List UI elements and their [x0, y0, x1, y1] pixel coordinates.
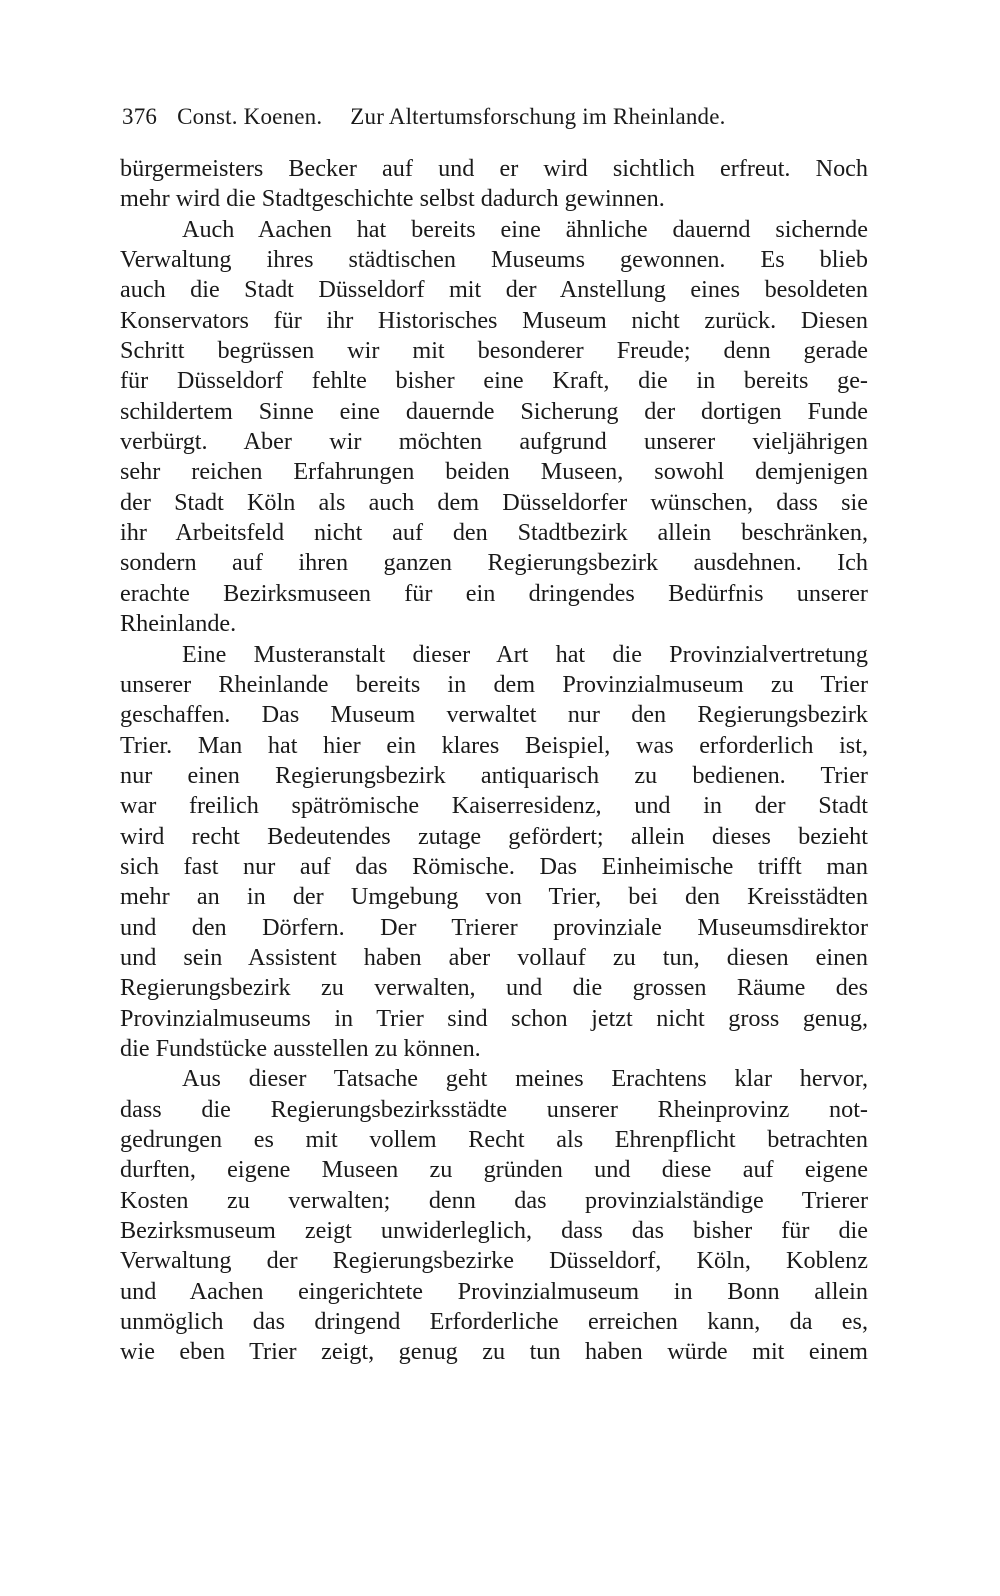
text-line: Auch Aachen hat bereits eine ähnliche dauernd sichernde — [182, 215, 868, 243]
text-line: Schritt begrüssen wir mit besonderer Freude; denn gerade — [120, 337, 868, 365]
text-line: Provinzialmuseums in Trier sind schon jetzt nicht gross genug, — [120, 1004, 868, 1032]
text-line: Aus dieser Tatsache geht meines Erachtens klar hervor, — [182, 1065, 868, 1093]
text-line: sondern auf ihren ganzen Regierungsbezirk ausdehnen. Ich — [120, 549, 868, 577]
text-line: gedrungen es mit vollem Recht als Ehrenpflicht betrachten — [120, 1126, 868, 1153]
text-line: Konservators für ihr Historisches Museum nicht zurück. Diesen — [120, 306, 868, 334]
text-line: Bezirksmuseum zeigt unwiderleglich, dass das bisher für die — [120, 1217, 868, 1245]
running-head-title: Zur Altertumsforschung im Rheinlande. — [350, 104, 726, 129]
text-line: nur einen Regierungsbezirk antiquarisch zu bedienen. Trier — [120, 761, 868, 789]
paragraph-3 — [120, 640, 868, 1065]
text-line: die Fundstücke ausstellen zu können. — [120, 1034, 481, 1062]
text-line: unmöglich das dringend Erforderliche erreichen kann, da es, — [120, 1308, 868, 1336]
text-line: ihr Arbeitsfeld nicht auf den Stadtbezirk allein beschränken, — [120, 519, 868, 547]
text-line: bürgermeisters Becker auf und er wird sichtlich erfreut. Noch — [120, 155, 868, 182]
text-line: Kosten zu verwalten; denn das provinzialständige Trierer — [120, 1186, 868, 1214]
text-line: der Stadt Köln als auch dem Düsseldorfer wünschen, dass sie — [120, 488, 868, 516]
text-line: mehr an in der Umgebung von Trier, bei den Kreisstädten — [120, 883, 868, 911]
running-head — [122, 104, 882, 130]
paragraph-4 — [120, 1064, 868, 1367]
text-line: durften, eigene Museen zu gründen und diese auf eigene — [120, 1156, 868, 1184]
text-line: mehr wird die Stadtgeschichte selbst dadurch gewinnen. — [120, 185, 665, 213]
text-line: für Düsseldorf fehlte bisher eine Kraft, die in bereits ge- — [120, 367, 868, 395]
paragraph-1 — [120, 154, 868, 215]
text-line: und sein Assistent haben aber vollauf zu tun, diesen einen — [120, 943, 868, 971]
text-line: dass die Regierungsbezirksstädte unserer Rheinprovinz not- — [120, 1095, 868, 1123]
text-line: Trier. Man hat hier ein klares Beispiel, was erforderlich ist, — [120, 731, 868, 759]
text-line: wie eben Trier zeigt, genug zu tun haben würde mit einem — [120, 1338, 868, 1366]
text-line: Rheinlande. — [120, 610, 237, 638]
text-line: verbürgt. Aber wir möchten aufgrund unserer vieljährigen — [120, 428, 868, 456]
body-text — [120, 154, 868, 1368]
text-line: schildertem Sinne eine dauernde Sicherung der dortigen Funde — [120, 397, 868, 425]
text-line: auch die Stadt Düsseldorf mit der Anstellung eines besoldeten — [120, 276, 868, 304]
text-line: und den Dörfern. Der Trierer provinziale Museumsdirektor — [120, 913, 868, 941]
running-head-author: Const. Koenen. — [177, 104, 323, 129]
text-line: Eine Musteranstalt dieser Art hat die Provinzialvertretung — [182, 640, 868, 668]
text-line: wird recht Bedeutendes zutage gefördert; allein dieses bezieht — [120, 822, 868, 850]
paragraph-2 — [120, 215, 868, 640]
page-number: 376 — [122, 104, 158, 129]
text-line: Regierungsbezirk zu verwalten, und die grossen Räume des — [120, 974, 868, 1002]
text-line: Verwaltung der Regierungsbezirke Düsseldorf, Köln, Koblenz — [120, 1247, 868, 1275]
text-line: Verwaltung ihres städtischen Museums gewonnen. Es blieb — [120, 246, 868, 274]
text-line: erachte Bezirksmuseen für ein dringendes Bedürfnis unserer — [120, 579, 868, 607]
text-line: und Aachen eingerichtete Provinzialmuseum in Bonn allein — [120, 1277, 868, 1305]
text-line: sehr reichen Erfahrungen beiden Museen, sowohl demjenigen — [120, 458, 868, 486]
text-line: war freilich spätrömische Kaiserresidenz, und in der Stadt — [120, 792, 868, 820]
text-line: unserer Rheinlande bereits in dem Provinzialmuseum zu Trier — [120, 670, 868, 698]
text-line: geschaffen. Das Museum verwaltet nur den Regierungsbezirk — [120, 701, 868, 729]
text-line: sich fast nur auf das Römische. Das Einheimische trifft man — [120, 852, 868, 880]
